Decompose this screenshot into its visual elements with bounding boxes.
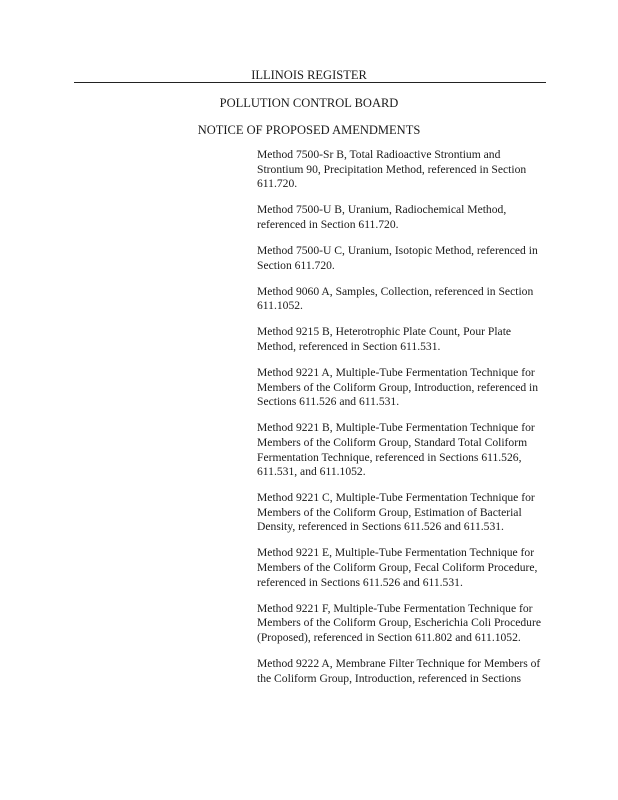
method-entry-9060-a: Method 9060 A, Samples, Collection, referenced in Section 611.1052.	[257, 284, 534, 313]
notice-title: NOTICE OF PROPOSED AMENDMENTS	[197, 123, 421, 137]
method-entry-7500-sr-b: Method 7500-Sr B, Total Radioactive Strontium and Strontium 90, Precipitation Method, referenced in Section 611.720.	[257, 148, 527, 191]
page-header-title: ILLINOIS REGISTER	[251, 68, 367, 82]
method-entry-7500-u-c: Method 7500-U C, Uranium, Isotopic Method, referenced in Section 611.720.	[257, 243, 538, 272]
method-entry-9221-e: Method 9221 E, Multiple-Tube Fermentation Technique for Members of the Coliform Group, Fecal Coliform Procedure, referenced in Sections 611.526 and 611.531.	[257, 546, 538, 589]
method-entry-9221-f: Method 9221 F, Multiple-Tube Fermentation Technique for Members of the Coliform Group, Escherichia Coli Procedure (Proposed), referenced in Section 611.802 and 611.1052.	[257, 601, 541, 644]
agency-name: POLLUTION CONTROL BOARD	[219, 96, 399, 110]
method-entry-7500-u-b: Method 7500-U B, Uranium, Radiochemical Method, referenced in Section 611.720.	[257, 203, 507, 231]
method-entry-9221-c: Method 9221 C, Multiple-Tube Fermentation Technique for Members of the Coliform Group, Estimation of Bacterial Density, referenced in Sections 611.526 and 611.531.	[257, 491, 535, 534]
method-entry-9221-a: Method 9221 A, Multiple-Tube Fermentation Technique for Members of the Coliform Group, Introduction, referenced in Sections 611.526 and 611.531.	[257, 366, 539, 409]
header-rule	[74, 82, 546, 83]
method-entry-9221-b: Method 9221 B, Multiple-Tube Fermentation Technique for Members of the Coliform Group, Standard Total Coliform Fermentation Technique, referenced in Sections 611.526, 611.531, and 611.1052.	[257, 421, 535, 479]
method-list	[257, 148, 549, 698]
method-entry-9215-b: Method 9215 B, Heterotrophic Plate Count, Pour Plate Method, referenced in Section 611.531.	[257, 325, 512, 353]
method-entry-9222-a: Method 9222 A, Membrane Filter Technique for Members of the Coliform Group, Introduction, referenced in Sections	[257, 657, 541, 685]
